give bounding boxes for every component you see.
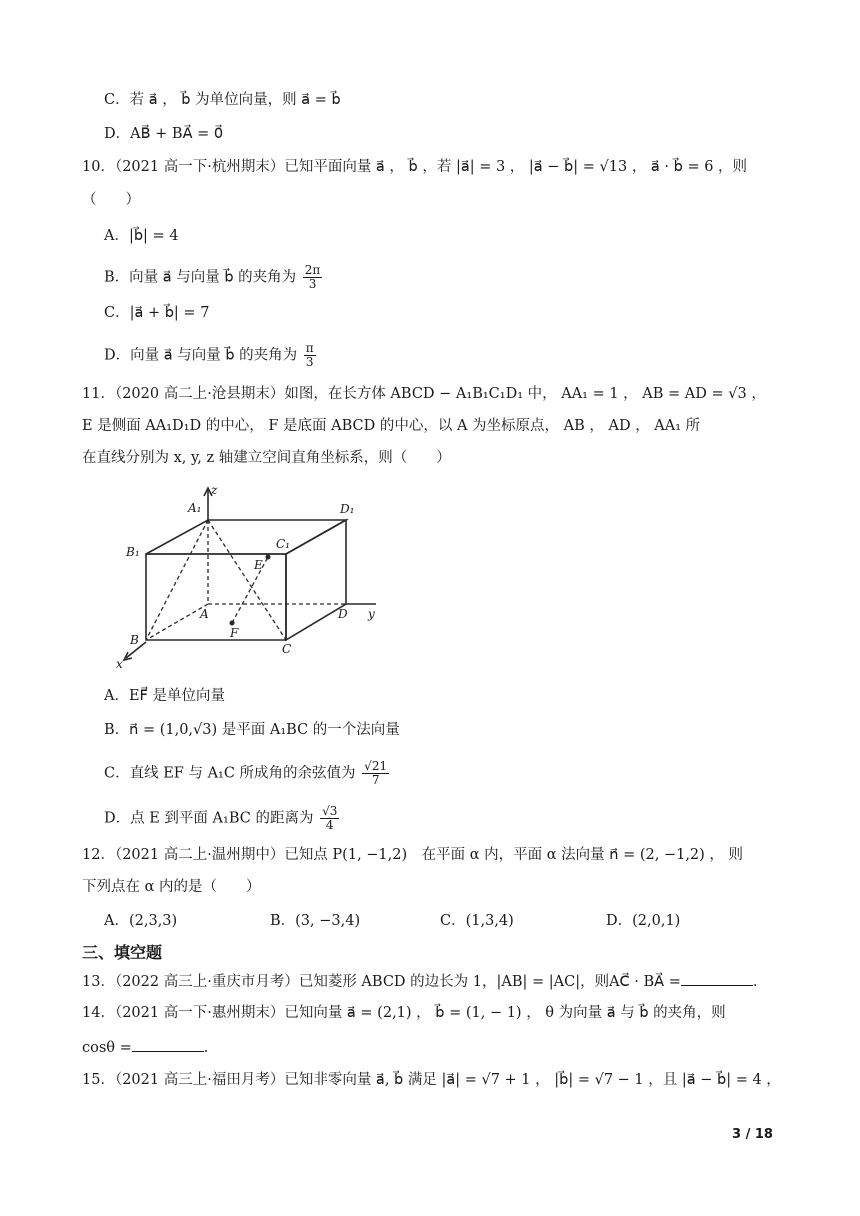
q10-option-a: A．|b⃗| = 4 bbox=[104, 228, 179, 244]
fraction-numerator: √3 bbox=[322, 804, 338, 818]
q11-option-d bbox=[104, 805, 341, 832]
q11-option-b: B．n⃗ = (1,0,√3) 是平面 A₁BC 的一个法向量 bbox=[104, 722, 400, 738]
q11-option-d-text: D．点 E 到平面 A₁BC 的距离为 bbox=[104, 810, 314, 827]
point-f-dot bbox=[230, 621, 235, 626]
label-x: x bbox=[116, 657, 123, 671]
q12-stem-line1: 12．（2021 高二上·温州期中）已知点 P(1, −1,2) 在平面 α 内，平面 α 法向量 n⃗ = (2, −1,2) ， 则 bbox=[82, 847, 744, 863]
fraction-denominator: 4 bbox=[325, 818, 334, 832]
q11-option-c bbox=[104, 760, 391, 787]
front-face bbox=[146, 554, 286, 640]
q9-option-c: C．若 a⃗ ， b⃗ 为单位向量，则 a⃗ = b⃗ bbox=[104, 92, 341, 108]
fraction-denominator: 3 bbox=[308, 277, 317, 291]
label-c: C bbox=[282, 642, 292, 656]
q11-option-c-text: C．直线 EF 与 A₁C 所成角的余弦值为 bbox=[104, 765, 356, 782]
q10-stem-line2: （ ） bbox=[82, 192, 140, 208]
hidden-edge-a1c bbox=[208, 520, 286, 640]
q10-option-b-text: B．向量 a⃗ 与向量 b⃗ 的夹角为 bbox=[104, 269, 297, 286]
q10-stem-line1: 10．（2021 高一下·杭州期末）已知平面向量 a⃗ ， b⃗ ，若 |a⃗| = 3 ， |a⃗ − b⃗| = √13 ， a⃗ · b⃗ = 6 ，则 bbox=[82, 159, 748, 175]
label-a: A bbox=[200, 607, 209, 621]
q13-text: 13．（2022 高三上·重庆市月考）已知菱形 ABCD 的边长为 1，|AB| = |AC|，则AC⃗ · BA⃗ = bbox=[82, 974, 681, 990]
q12-option-a: A．(2,3,3) bbox=[104, 913, 178, 929]
q13-tail: . bbox=[752, 974, 758, 990]
label-a1: A₁ bbox=[188, 501, 202, 515]
q14-answer-blank[interactable] bbox=[132, 1037, 204, 1052]
q13-answer-blank[interactable] bbox=[681, 971, 753, 986]
q10-option-d-text: D．向量 a⃗ 与向量 b⃗ 的夹角为 bbox=[104, 347, 298, 364]
label-d: D bbox=[338, 607, 348, 621]
q11-option-c-fraction bbox=[362, 760, 389, 787]
q10-option-d bbox=[104, 342, 318, 369]
label-c1: C₁ bbox=[276, 537, 290, 551]
q13-stem bbox=[82, 971, 757, 992]
fraction-denominator: 3 bbox=[305, 355, 314, 369]
q11-option-d-fraction bbox=[320, 805, 339, 832]
q14-cos-label: cosθ = bbox=[82, 1040, 132, 1056]
q11-stem-line2: E 是侧面 AA₁D₁D 的中心， F 是底面 ABCD 的中心，以 A 为坐标原点， AB ， AD ， AA₁ 所 bbox=[82, 418, 701, 434]
fraction-numerator: 2π bbox=[304, 263, 321, 277]
label-y: y bbox=[368, 607, 375, 621]
label-b1: B₁ bbox=[126, 545, 140, 559]
q10-option-b-fraction bbox=[303, 264, 323, 291]
page-number: 3 / 18 bbox=[732, 1127, 773, 1142]
label-f: F bbox=[230, 626, 239, 640]
fraction-numerator: √21 bbox=[364, 759, 388, 773]
q12-stem-line2: 下列点在 α 内的是（ ） bbox=[82, 879, 261, 895]
label-e: E bbox=[254, 558, 263, 572]
q10-option-c: C．|a⃗ + b⃗| = 7 bbox=[104, 305, 210, 321]
q9-option-d: D．AB⃗ + BA⃗ = 0⃗ bbox=[104, 126, 224, 142]
q10-option-b bbox=[104, 264, 324, 291]
q12-option-c: C．(1,3,4) bbox=[440, 913, 514, 929]
cuboid-figure bbox=[108, 482, 398, 672]
fraction-numerator: π bbox=[305, 341, 314, 355]
q11-option-a: A．EF⃗ 是单位向量 bbox=[104, 688, 226, 704]
q14-stem-line2 bbox=[82, 1037, 208, 1058]
fraction-denominator: 7 bbox=[371, 773, 380, 787]
q12-option-b: B．(3, −3,4) bbox=[270, 913, 361, 929]
q14-stem-line1: 14．（2021 高一下·惠州期末）已知向量 a⃗ = (2,1) ， b⃗ = (1, − 1) ， θ 为向量 a⃗ 与 b⃗ 的夹角，则 bbox=[82, 1005, 726, 1021]
q15-stem-line1: 15．（2021 高三上·福田月考）已知非零向量 a⃗, b⃗ 满足 |a⃗| = √7 + 1 ， |b⃗| = √7 − 1 ，且 |a⃗ − b⃗| = 4 ， bbox=[82, 1072, 781, 1088]
label-d1: D₁ bbox=[340, 502, 355, 516]
q10-option-d-fraction bbox=[304, 342, 316, 369]
q11-stem-line1: 11．（2020 高二上·沧县期末）如图，在长方体 ABCD − A₁B₁C₁D₁ 中， AA₁ = 1 ， AB = AD = √3 ， bbox=[82, 386, 766, 402]
label-z: z bbox=[211, 483, 218, 497]
q11-stem-line3: 在直线分别为 x, y, z 轴建立空间直角坐标系，则（ ） bbox=[82, 450, 451, 466]
section-heading-fill-in: 三、填空题 bbox=[82, 943, 163, 962]
point-e-dot bbox=[266, 555, 271, 560]
q14-tail: . bbox=[203, 1040, 209, 1056]
label-b: B bbox=[130, 633, 139, 647]
q12-option-d: D．(2,0,1) bbox=[606, 913, 681, 929]
right-face bbox=[286, 520, 346, 640]
